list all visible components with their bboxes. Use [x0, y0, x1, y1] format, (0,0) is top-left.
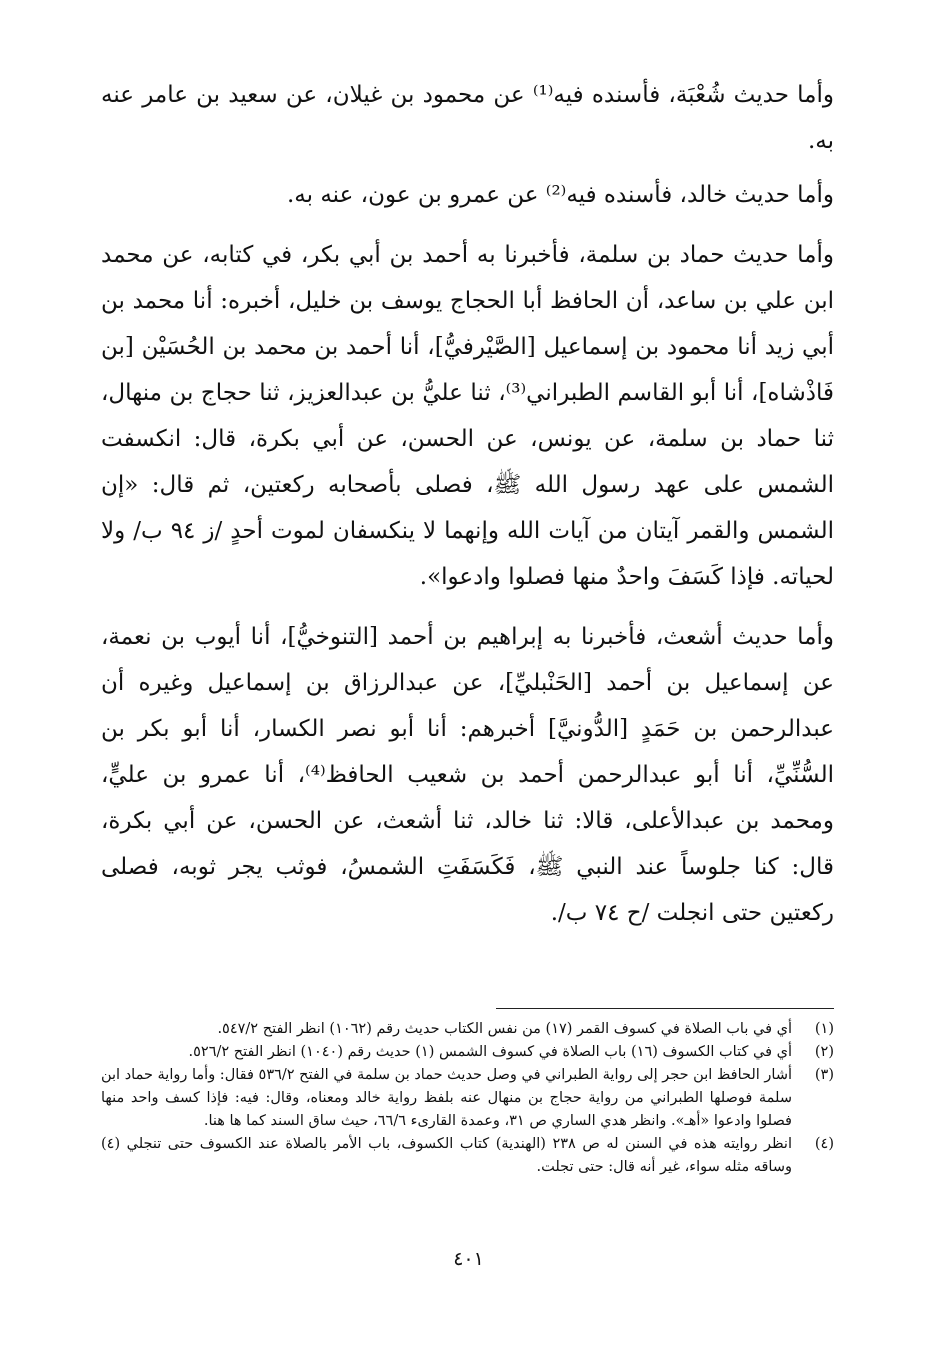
footnote-text: أشار الحافظ ابن حجر إلى رواية الطبراني في وصل حديث حماد بن سلمة في الفتح ٥٣٦/٢ فقال: وأما رواية حماد ابن سلمة فوصلها الطبراني من رواية حجاج بن منهال عنه بلفظ رواية خالد ومعناه، وقال: فيه: فإذا كسف واحد منها فصلوا وادعوا «أهـ». وانظر هدي الساري ص ٣١، وعمدة القارىء ٦٦/٦، حيث ساق السند كما ها هنا. — [100, 1067, 792, 1129]
main-text — [101, 72, 834, 936]
footnote-number: (١) — [814, 1021, 834, 1037]
paragraph-ashath: وأما حديث أشعث، فأخبرنا به إبراهيم بن أحمد [التنوخيُّ]، أنا أيوب بن نعمة، عن إسماعيل بن أحمد [الحَنْبليِّ]، عن عبدالرزاق بن إسماعيل وغيره أن عبدالرحمن بن حَمَدٍ [الدُّونيَّ] أخبرهم: أنا أبو نصر الكسار، أنا أبو بكر بن السُّنِّيِّ، أنا أبو عبدالرحمن أحمد بن شعيب الحافظ⁽⁴⁾، أنا عمرو بن عليٍّ، ومحمد بن عبدالأعلى، قالا: ثنا خالد، ثنا أشعث، عن الحسن، عن أبي بكرة، قال: كنا جلوساً عند النبي ﷺ، فَكَسَفَتِ الشمسُ، فوثب يجر ثوبه، فصلى ركعتين حتى انجلت /ح ٧٤ ب/. — [101, 624, 834, 926]
footnote-4 — [101, 1133, 834, 1179]
footnote-3 — [101, 1064, 834, 1133]
footnote-divider — [496, 1008, 834, 1009]
footnote-2 — [101, 1041, 834, 1064]
footnotes — [101, 1018, 834, 1179]
footnote-number: (٣) — [814, 1067, 834, 1083]
paragraph-hammad: وأما حديث حماد بن سلمة، فأخبرنا به أحمد بن أبي بكر، في كتابه، عن محمد ابن علي بن ساعد، أن الحافظ أبا الحجاج يوسف بن خليل، أخبره: أنا محمد بن أبي زيد أنا محمود بن إسماعيل [الصَّيْرفيُّ]، أنا أحمد بن محمد بن الحُسَيْن [بن فَاذْشاه]، أنا أبو القاسم الطبراني⁽³⁾، ثنا عليُّ بن عبدالعزيز، ثنا حجاج بن منهال، ثنا حماد بن سلمة، عن يونس، عن الحسن، عن أبي بكرة، قال: انكسفت الشمس على عهد رسول الله ﷺ، فصلى بأصحابه ركعتين، ثم قال: «إن الشمس والقمر آيتان من آيات الله وإنهما لا ينكسفان لموت أحدٍ /ز ٩٤ ب/ ولا لحياته. فإذا كَسَفَ واحدٌ منها فصلوا وادعوا». — [101, 242, 835, 590]
footnote-text: أي في كتاب الكسوف (١٦) باب الصلاة في كسوف الشمس (١) حديث رقم (١٠٤٠) انظر الفتح ٥٢٦/٢. — [188, 1044, 792, 1060]
footnote-1 — [101, 1018, 834, 1041]
footnote-number: (٢) — [814, 1044, 834, 1060]
paragraph-khalid: وأما حديث خالد، فأسنده فيه⁽²⁾ عن عمرو بن عون، عنه به. — [287, 182, 834, 208]
footnote-text: أي في باب الصلاة في كسوف القمر (١٧) من نفس الكتاب حديث رقم (١٠٦٢) انظر الفتح ٥٤٧/٢. — [217, 1021, 792, 1037]
page-number: ٤٠١ — [453, 1248, 484, 1270]
footnote-number: (٤) — [814, 1136, 834, 1152]
footnote-text: انظر روايته هذه في السنن له ص ٢٣٨ (الهندية) كتاب الكسوف، باب الأمر بالصلاة عند الكسوف حتى تنجلي (٤) وساقه مثله سواء، غير أنه قال: حتى تجلت. — [101, 1136, 792, 1175]
paragraph-shuba: وأما حديث شُعْبَة، فأسنده فيه⁽¹⁾ عن محمود بن غيلان، عن سعيد بن عامر عنه به. — [101, 82, 834, 154]
